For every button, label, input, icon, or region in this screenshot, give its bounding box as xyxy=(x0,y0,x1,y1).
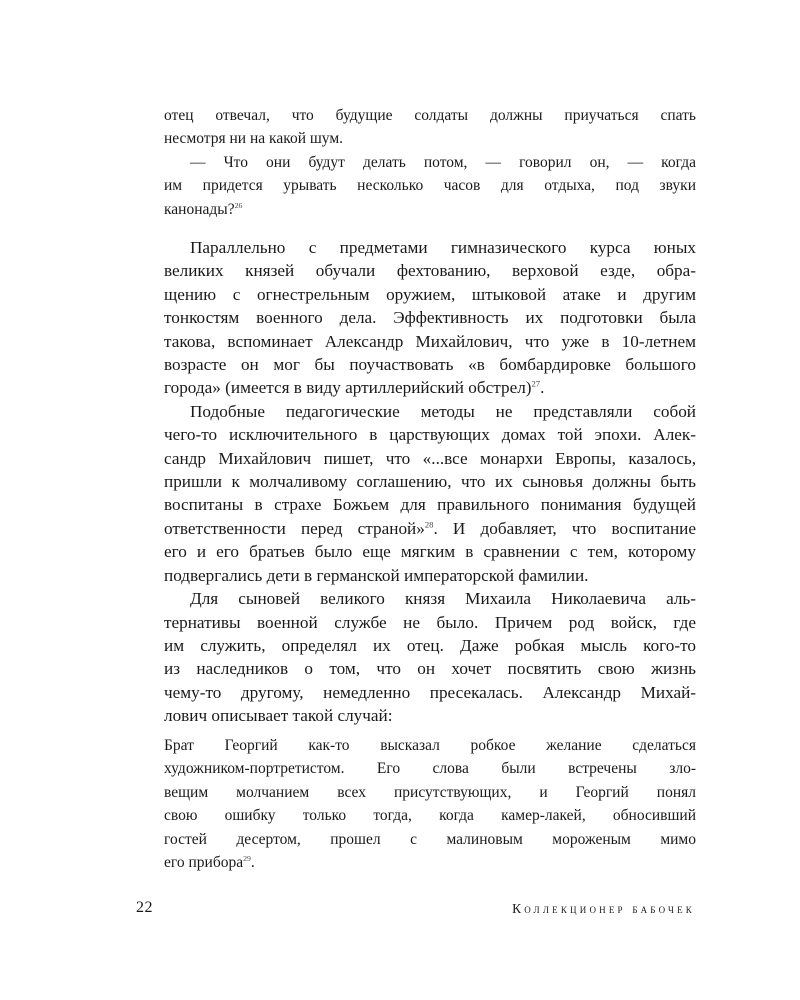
quote1-line: — Что они будут делать потом, — говорил он, — когда xyxy=(190,153,696,171)
body-line: такова, вспоминает Александр Михайлович, что уже в 10-летнем xyxy=(164,331,696,351)
footnote-ref: 27 xyxy=(531,379,541,389)
body-line: сандр Михайлович пишет, что «...все монархи Европы, казалось, xyxy=(164,448,696,468)
body-line: тонкостям военного дела. Эффективность их подготовки была xyxy=(164,308,696,328)
footnote-ref: 28 xyxy=(424,519,434,530)
quote1-line: несмотря ни на какой шум. xyxy=(164,130,344,148)
page-number: 22 xyxy=(136,899,153,916)
footnote-ref: 26 xyxy=(234,200,243,210)
body-line: его и его братьев было еще мягким в сравнении с тем, которому xyxy=(164,542,696,562)
body-line: подвергались дети в германской императорской фамилии. xyxy=(164,565,589,585)
quote2-line: Брат Георгий как-то высказал робкое желание сделаться xyxy=(164,737,696,754)
quote2-line: его прибора$^{29}$. xyxy=(164,854,255,872)
quote2-line: вещим молчанием всех присутствующих, и Георгий понял xyxy=(164,783,696,801)
quote1-line: канонады?$^{26}$ xyxy=(164,200,243,218)
quote1-line: им придется урывать несколько часов для отдыха, под звуки xyxy=(164,177,696,195)
quote2-line: художником-портретистом. Его слова были встречены зло- xyxy=(164,760,696,778)
running-head: Коллекционер бабочек xyxy=(512,901,695,916)
body-text xyxy=(164,236,696,728)
body-line: тернативы военной службе не было. Причем род войск, где xyxy=(164,612,696,632)
body-line: пришли к молчаливому соглашению, что их сыновья должны быть xyxy=(164,472,696,492)
body-line: Для сыновей великого князя Михаила Николаевича аль- xyxy=(190,589,696,609)
body-line: великих князей обучали фехтованию, верховой езде, обра- xyxy=(164,261,696,281)
body-line: щению с огнестрельным оружием, штыковой атаке и другим xyxy=(164,284,696,304)
quote2-line: свою ошибку только тогда, когда камер-лакей, обносивший xyxy=(164,807,696,825)
body-line: чему-то другому, немедленно пресекалась. Александр Михай- xyxy=(164,682,696,702)
footnote-ref: 29 xyxy=(243,854,251,864)
body-line: им служить, определял их отец. Даже робкая мысль кого-то xyxy=(164,635,696,655)
quote2-line: гостей десертом, прошел с малиновым мороженым мимо xyxy=(164,830,696,848)
body-line: чего-то исключительного в царствующих домах той эпохи. Алек- xyxy=(164,425,696,445)
body-line: воспитаны в страхе Божьем для правильного понимания будущей xyxy=(164,495,696,515)
body-line: ответственности перед страной»$^{28}$. И добавляет, что воспитание xyxy=(164,518,696,538)
body-line: из наследников о том, что он хочет посвятить свою жизнь xyxy=(164,659,696,679)
quote-block-1 xyxy=(164,104,696,221)
quote-block-2 xyxy=(164,734,696,874)
body-line: города» (имеется в виду артиллерийский обстрел)$^{27}$. xyxy=(164,378,545,398)
body-line: Подобные педагогические методы не представляли собой xyxy=(190,401,696,421)
quote1-line: отец отвечал, что будущие солдаты должны приучаться спать xyxy=(164,107,696,124)
body-line: лович описывает такой случай: xyxy=(164,706,393,726)
body-line: возрасте он мог бы поучаствовать «в бомбардировке большого xyxy=(164,355,696,375)
body-line: Параллельно с предметами гимназического курса юных xyxy=(190,238,696,257)
